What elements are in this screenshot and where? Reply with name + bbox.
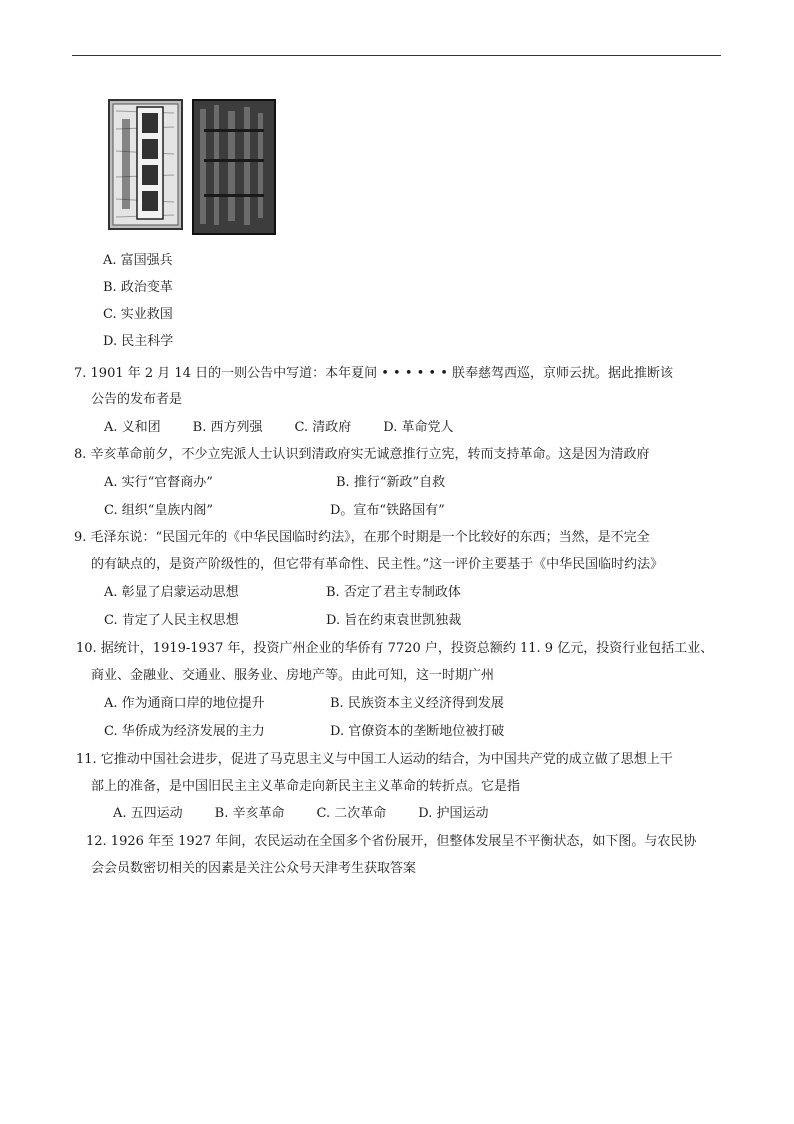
book-cover-image xyxy=(108,99,183,230)
q7-options xyxy=(104,419,453,437)
q10-option-a: A. 作为通商口岸的地位提升 xyxy=(104,696,265,711)
q8-option-d: D。宣布“铁路国有” xyxy=(330,503,445,518)
q6-option-a: A. 富国强兵 xyxy=(103,253,173,268)
q6-option-d: D. 民主科学 xyxy=(103,334,174,349)
q12-stem-cont: 会会员数密切相关的因素是关注公众号天津考生获取答案 xyxy=(91,861,417,876)
q11-option-b: B. 辛亥革命 xyxy=(214,806,285,821)
q8-option-c: C. 组织“皇族内阁” xyxy=(104,503,214,518)
q11-option-d: D. 护国运动 xyxy=(418,806,489,821)
q10-option-b: B. 民族资本主义经济得到发展 xyxy=(330,696,504,711)
q7-stem: 7. 1901 年 2 月 14 日的一则公告中写道：本年夏间 • • • • • • 朕奉慈驾西巡，京师云扰。据此推断该 xyxy=(74,366,674,381)
q7-option-c: C. 清政府 xyxy=(294,420,352,435)
q9-stem: 9. 毛泽东说：“民国元年的《中华民国临时约法》，在那个时期是一个比较好的东西；当然，是不完全 xyxy=(74,530,650,545)
q9-option-c: C. 肯定了人民主权思想 xyxy=(104,613,239,628)
q11-stem: 11. 它推动中国社会进步，促进了马克思主义与中国工人运动的结合，为中国共产党的成立做了思想上干 xyxy=(76,752,673,767)
book-page-image xyxy=(192,99,276,235)
q8-option-b: B. 推行“新政”自救 xyxy=(336,475,446,490)
q10-stem-cont: 商业、金融业、交通业、服务业、房地产等。由此可知，这一时期广州 xyxy=(91,668,495,683)
q7-option-a: A. 义和团 xyxy=(104,420,161,435)
q11-option-a: A. 五四运动 xyxy=(113,806,183,821)
q10-stem: 10. 据统计，1919-1937 年，投资广州企业的华侨有 7720 户，投资总额约 11. 9 亿元，投资行业包括工业、 xyxy=(76,641,714,656)
q11-option-c: C. 二次革命 xyxy=(316,806,387,821)
q9-option-d: D. 旨在约束袁世凯独裁 xyxy=(326,613,462,628)
q8-option-a: A. 实行“官督商办” xyxy=(104,475,213,490)
q7-option-d: D. 革命党人 xyxy=(383,420,454,435)
q9-stem-cont: 的有缺点的，是资产阶级性的，但它带有革命性、民主性。”这一评价主要基于《中华民国临时约法》 xyxy=(91,557,664,572)
q11-stem-cont: 部上的准备，是中国旧民主主义革命走向新民主主义革命的转折点。它是指 xyxy=(91,779,521,794)
q7-option-b: B. 西方列强 xyxy=(192,420,263,435)
q10-option-d: D. 官僚资本的垄断地位被打破 xyxy=(330,724,505,739)
q6-option-c: C. 实业救国 xyxy=(103,307,173,322)
q7-stem-cont: 公告的发布者是 xyxy=(91,392,183,407)
q9-option-b: B. 否定了君主专制政体 xyxy=(326,585,461,600)
q12-stem: 12. 1926 年至 1927 年间，农民运动在全国多个省份展开，但整体发展呈不平衡状态，如下图。与农民协 xyxy=(86,834,697,849)
q9-option-a: A. 彰显了启蒙运动思想 xyxy=(104,585,239,600)
q8-stem: 8. 辛亥革命前夕，不少立宪派人士认识到清政府实无诚意推行立宪，转而支持革命。这是因为清政府 xyxy=(74,447,650,462)
q6-option-b: B. 政治变革 xyxy=(103,280,173,295)
q11-options xyxy=(113,805,488,823)
q10-option-c: C. 华侨成为经济发展的主力 xyxy=(104,724,265,739)
header-rule xyxy=(72,55,721,56)
